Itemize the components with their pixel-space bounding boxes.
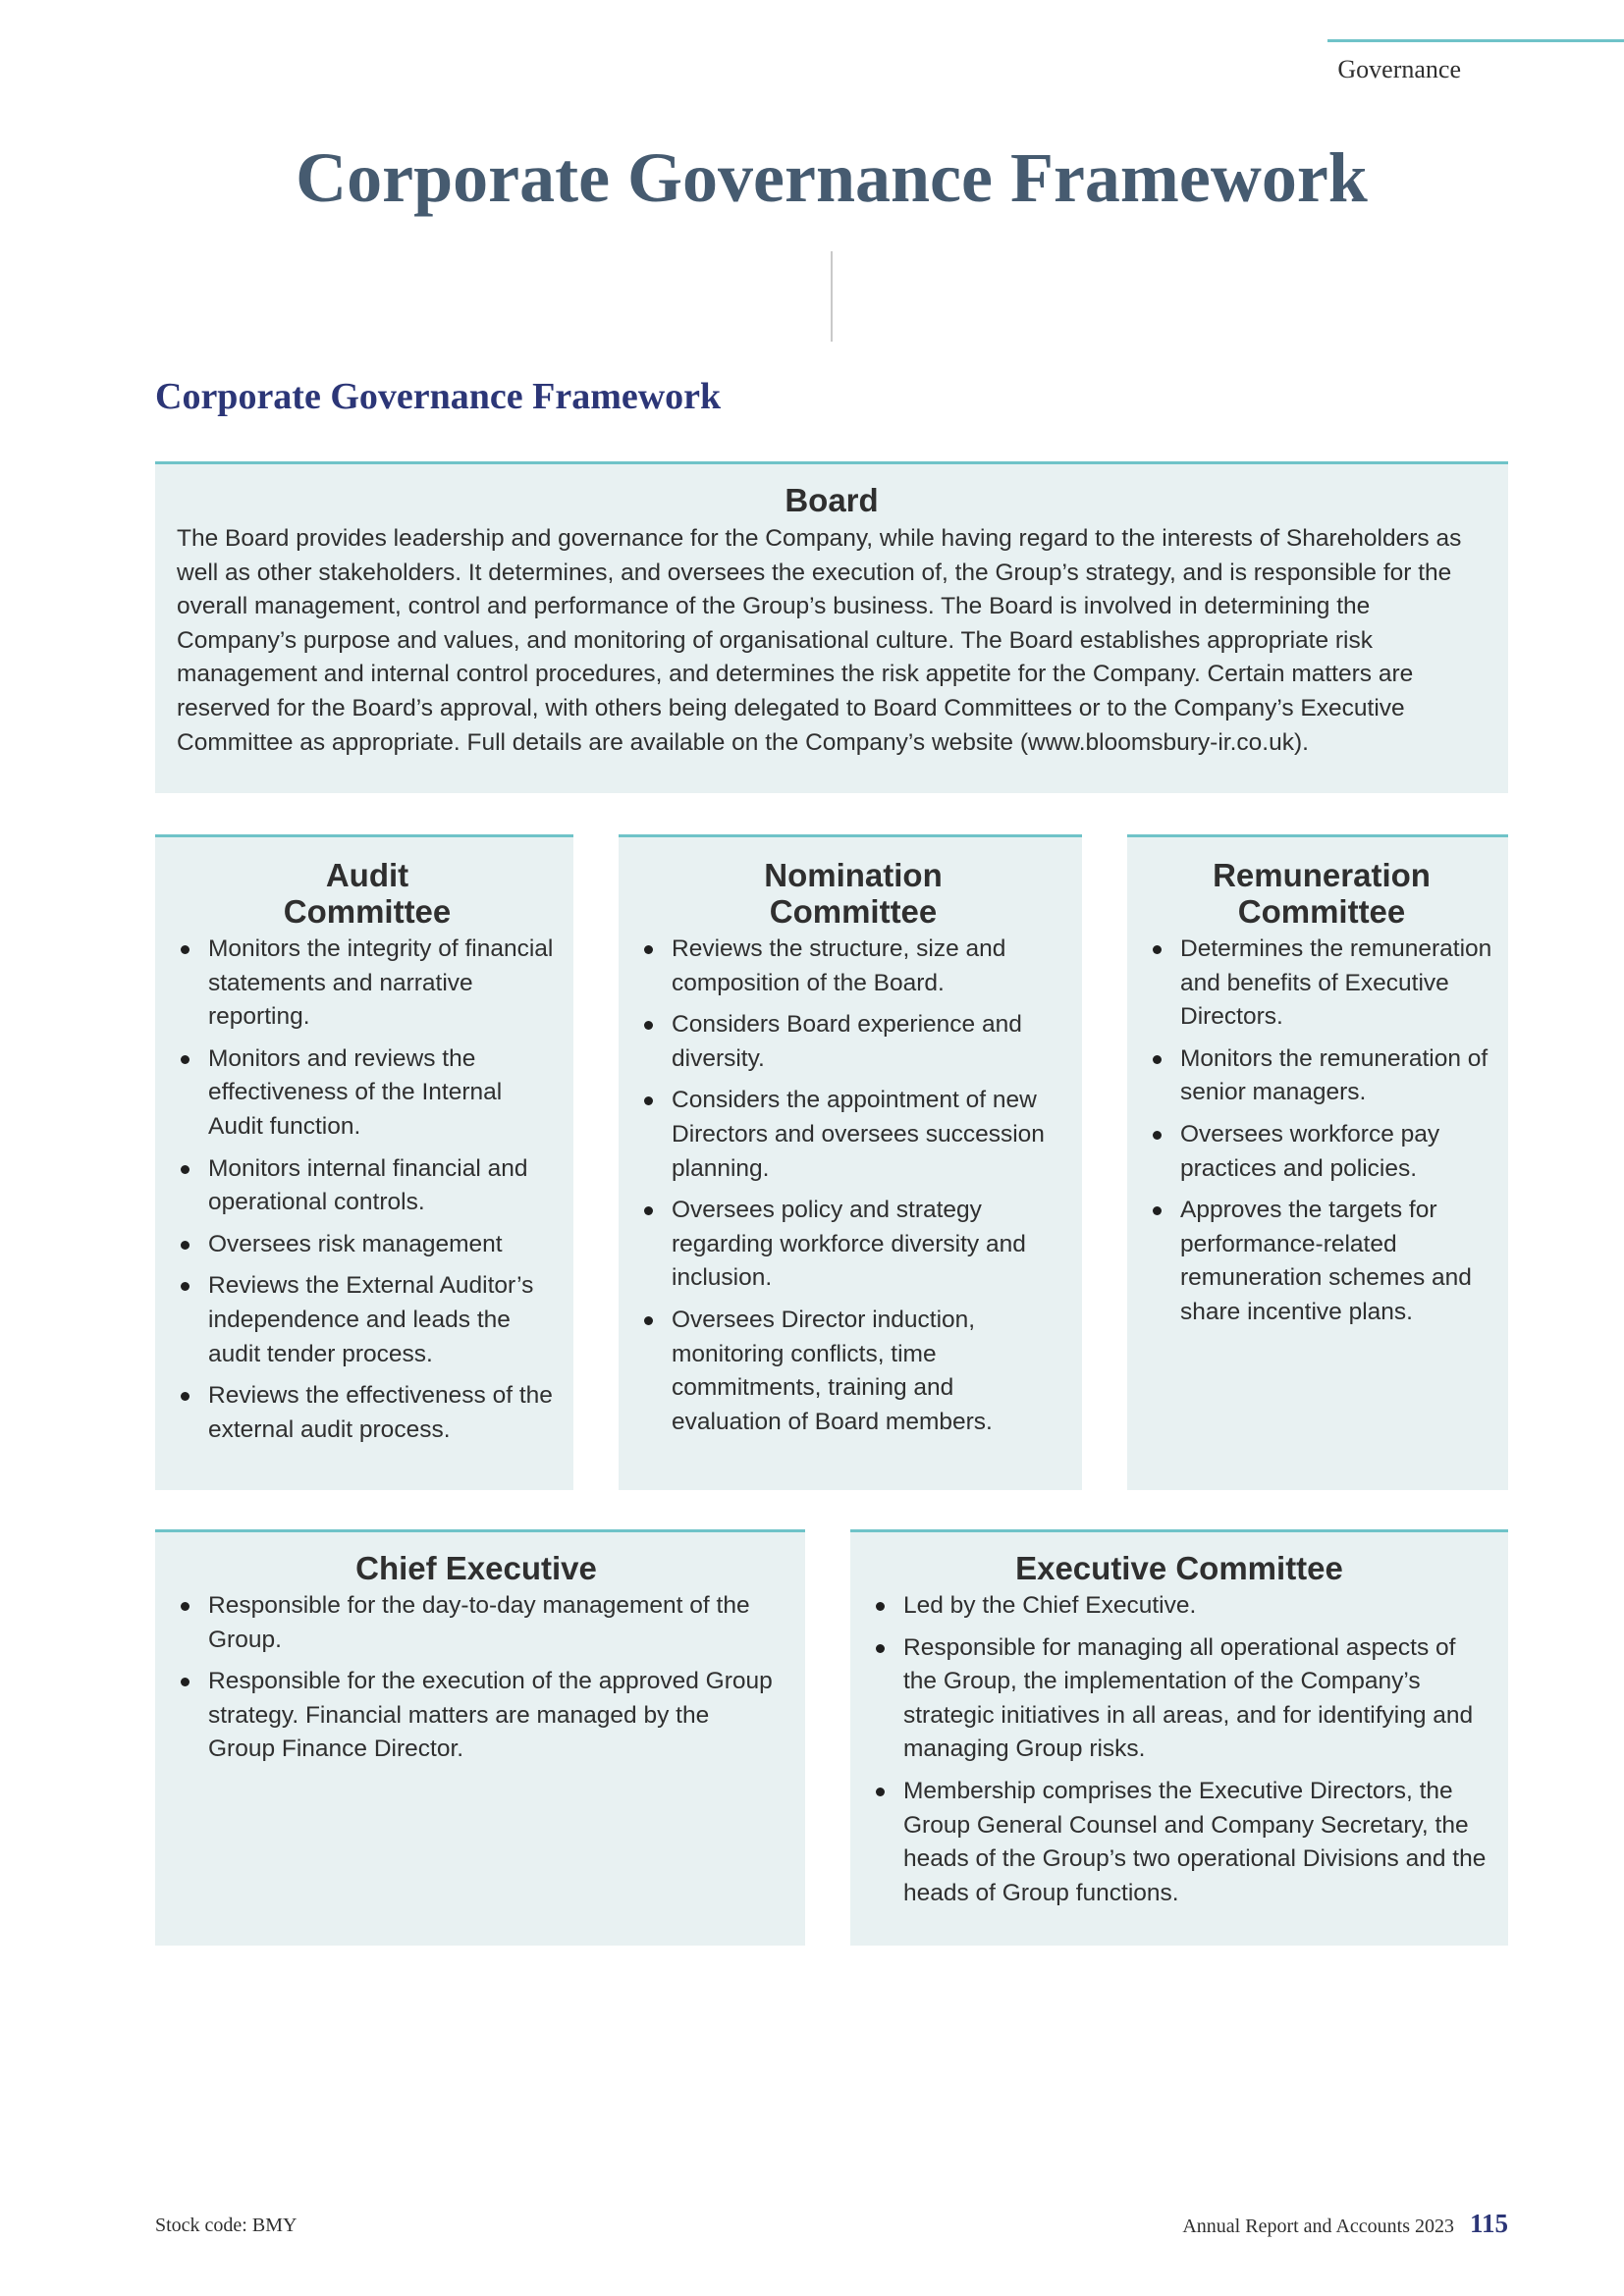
list-item: Monitors and reviews the effectiveness of the Internal Audit function. (177, 1042, 558, 1145)
list-item: Oversees policy and strategy regarding workforce diversity and inclusion. (640, 1194, 1066, 1296)
audit-title-line1: Audit (325, 857, 409, 893)
list-item: Responsible for the execution of the approved Group strategy. Financial matters are managed by the Group Finance Director. (177, 1665, 776, 1767)
section-tab-rule (1327, 39, 1624, 42)
chief-executive-points-list (177, 1589, 776, 1767)
executive-committee-points-list (872, 1589, 1487, 1910)
nomination-points-list (640, 933, 1066, 1439)
executive-committee-box (850, 1529, 1508, 1946)
list-item: Determines the remuneration and benefits of Executive Directors. (1149, 933, 1494, 1035)
audit-title-line2: Committee (283, 893, 452, 930)
remuneration-title-line1: Remuneration (1213, 857, 1431, 893)
page-title: Corporate Governance Framework (296, 138, 1368, 217)
section-heading: Corporate Governance Framework (155, 376, 722, 417)
list-item: Responsible for the day-to-day management of the Group. (177, 1589, 776, 1657)
list-item: Oversees risk management (177, 1228, 558, 1262)
remuneration-points-list (1149, 933, 1494, 1330)
nomination-title-line1: Nomination (764, 857, 943, 893)
nomination-committee-box (619, 834, 1082, 1490)
executive-committee-title: Executive Committee (1015, 1550, 1343, 1586)
list-item: Considers Board experience and diversity. (640, 1008, 1066, 1076)
section-label: Governance (1337, 55, 1461, 83)
nomination-title-line2: Committee (769, 893, 938, 930)
board-box (155, 461, 1508, 793)
remuneration-committee-box (1127, 834, 1508, 1490)
chief-executive-box (155, 1529, 805, 1946)
title-divider (831, 251, 833, 342)
list-item: Oversees workforce pay practices and policies. (1149, 1118, 1494, 1186)
list-item: Monitors internal financial and operational controls. (177, 1152, 558, 1220)
list-item: Approves the targets for performance-related remuneration schemes and share incentive plans. (1149, 1194, 1494, 1329)
chief-executive-title: Chief Executive (355, 1550, 597, 1586)
list-item: Reviews the structure, size and composition of the Board. (640, 933, 1066, 1000)
list-item: Led by the Chief Executive. (872, 1589, 1487, 1624)
page-number: 115 (1469, 2209, 1508, 2238)
list-item: Monitors the remuneration of senior managers. (1149, 1042, 1494, 1110)
stock-code: Stock code: BMY (155, 2215, 298, 2236)
list-item: Considers the appointment of new Directors and oversees succession planning. (640, 1084, 1066, 1186)
audit-committee-box (155, 834, 573, 1490)
list-item: Monitors the integrity of financial statements and narrative reporting. (177, 933, 558, 1035)
audit-committee-title (177, 857, 558, 930)
remuneration-title-line2: Committee (1237, 893, 1406, 930)
document-title: Annual Report and Accounts 2023 (1182, 2216, 1454, 2237)
list-item: Oversees Director induction, monitoring conflicts, time commitments, training and evaluation of Board members. (640, 1304, 1066, 1439)
footer-right (1182, 2209, 1508, 2239)
list-item: Membership comprises the Executive Directors, the Group General Counsel and Company Secretary, the heads of the Group’s two operational Divisions and the heads of Group functions. (872, 1775, 1487, 1910)
nomination-committee-title (640, 857, 1066, 930)
list-item: Reviews the effectiveness of the external audit process. (177, 1379, 558, 1447)
audit-points-list (177, 933, 558, 1447)
remuneration-committee-title (1149, 857, 1494, 930)
list-item: Reviews the External Auditor’s independence and leads the audit tender process. (177, 1269, 558, 1371)
list-item: Responsible for managing all operational aspects of the Group, the implementation of the Company’s strategic initiatives in all areas, and for identifying and managing Group risks. (872, 1631, 1487, 1767)
board-description: The Board provides leadership and governance for the Company, while having regard to the interests of Shareholders as well as other stakeholders. It determines, and oversees the execution of, the Group’s strategy, and is responsible for the overall management, control and performance of the Group’s business. The Board is involved in determining the Company’s purpose and values, and monitoring of organisational culture. The Board establishes appropriate risk management and internal control procedures, and determines the risk appetite for the Company. Certain matters are reserved for the Board’s approval, with others being delegated to Board Committees or to the Company’s Executive Committee as appropriate. Full details are available on the Company’s website (www.bloomsbury-ir.co.uk). (177, 525, 1462, 756)
board-title: Board (785, 482, 879, 518)
